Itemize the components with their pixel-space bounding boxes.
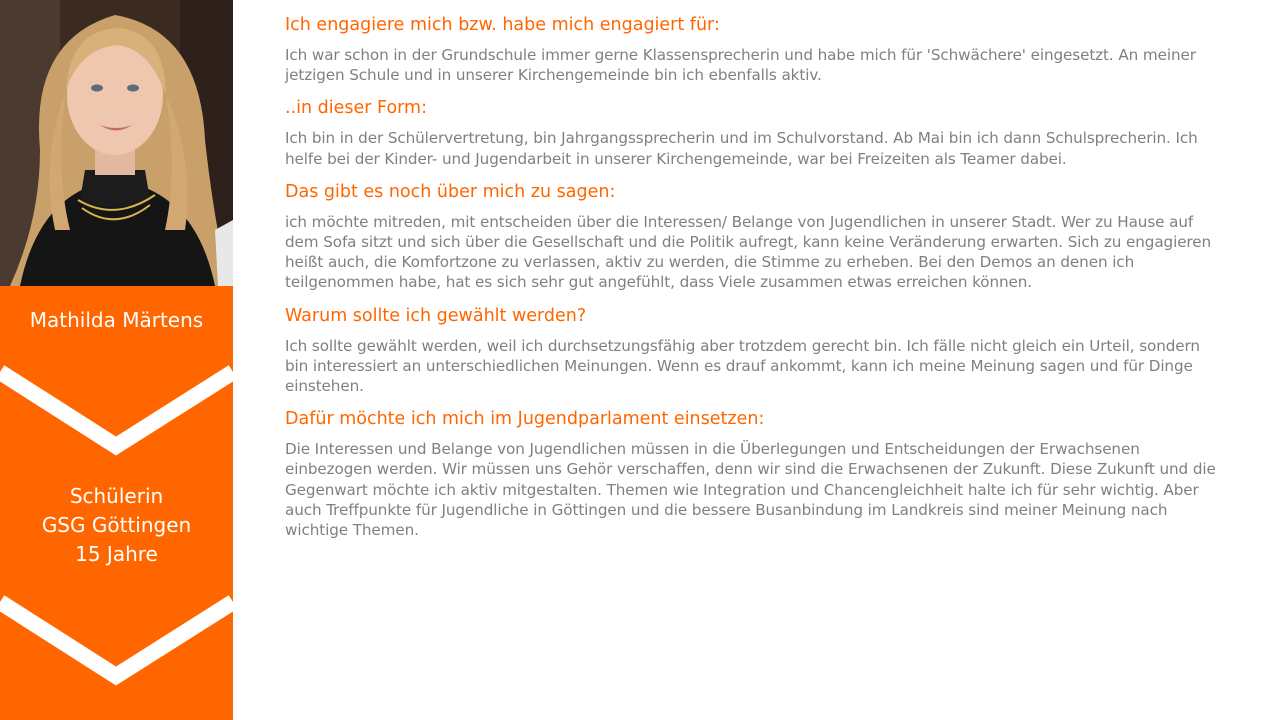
person-name: Mathilda Märtens <box>29 308 204 332</box>
portrait-illustration <box>0 0 233 286</box>
chevron-down-icon <box>0 362 233 462</box>
person-photo <box>0 0 233 286</box>
section-why-elect <box>285 305 1225 397</box>
section-title: Das gibt es noch über mich zu sagen: <box>285 181 616 202</box>
section-title: Warum sollte ich gewählt werden? <box>285 305 587 326</box>
person-details <box>0 482 233 569</box>
person-school: GSG Göttingen <box>41 513 192 537</box>
section-body: Ich sollte gewählt werden, weil ich durchsetzungsfähig aber trotzdem gerecht bin. Ich fälle nicht gleich ein Urteil, sondern bin interessiert an unterschiedlichen Meinungen. Wenn es drauf ankommt, kann ich meine Meinung sagen und für Dinge einstehen. <box>285 336 1200 396</box>
section-title: ..in dieser Form: <box>285 98 427 119</box>
person-role: Schülerin <box>69 484 164 508</box>
section-body: ich möchte mitreden, mit entscheiden über die Interessen/ Belange von Jugendlichen in unserer Stadt. Wer zu Hause auf dem Sofa sitzt und sich über die Gesellschaft und die Politik aufregt, kann keine Veränderung erwarten. Sich zu engagieren heißt auch, die Komfortzone zu verlassen, aktiv zu werden, die Stimme zu erheben. Bei den Demos an denen ich teilgenommen habe, hat es sich sehr gut angefühlt, dass Viele zusammen etwas erreichen können. <box>285 212 1212 292</box>
section-about <box>285 181 1225 293</box>
person-age: 15 Jahre <box>75 542 158 566</box>
section-body: Die Interessen und Belange von Jugendlichen müssen in die Überlegungen und Entscheidungen der Erwachsenen einbezogen werden. Wir müssen uns Gehör verschaffen, denn wir sind die Erwachsenen der Zukunft. Diese Zukunft und die Gegenwart möchte ich aktiv mitgestalten. Themen wie Integration und Chancengleichheit halte ich für sehr wichtig. Aber auch Treffpunkte für Jugendliche in Göttingen und die bessere Busanbindung im Landkreis sind meiner Meinung nach wichtige Themen. <box>285 440 1216 540</box>
section-title: Ich engagiere mich bzw. habe mich engagiert für: <box>285 15 720 35</box>
section-goals <box>285 408 1225 540</box>
section-body: Ich bin in der Schülervertretung, bin Jahrgangssprecherin und im Schulvorstand. Ab Mai bin ich dann Schulsprecherin. Ich helfe bei der Kinder- und Jugendarbeit in unserer Kirchengemeinde, war bei Freizeiten als Teamer dabei. <box>285 129 1198 168</box>
section-body: Ich war schon in der Grundschule immer gerne Klassensprecherin und habe mich für 'Schwächere' eingesetzt. An meiner jetzigen Schule und in unserer Kirchengemeinde bin ich ebenfalls aktiv. <box>285 46 1196 85</box>
section-form <box>285 97 1225 168</box>
profile-content <box>285 14 1225 552</box>
profile-sidebar <box>0 0 233 720</box>
section-title: Dafür möchte ich mich im Jugendparlament einsetzen: <box>285 409 765 430</box>
chevron-down-icon <box>0 592 233 692</box>
section-engagement <box>285 14 1225 85</box>
